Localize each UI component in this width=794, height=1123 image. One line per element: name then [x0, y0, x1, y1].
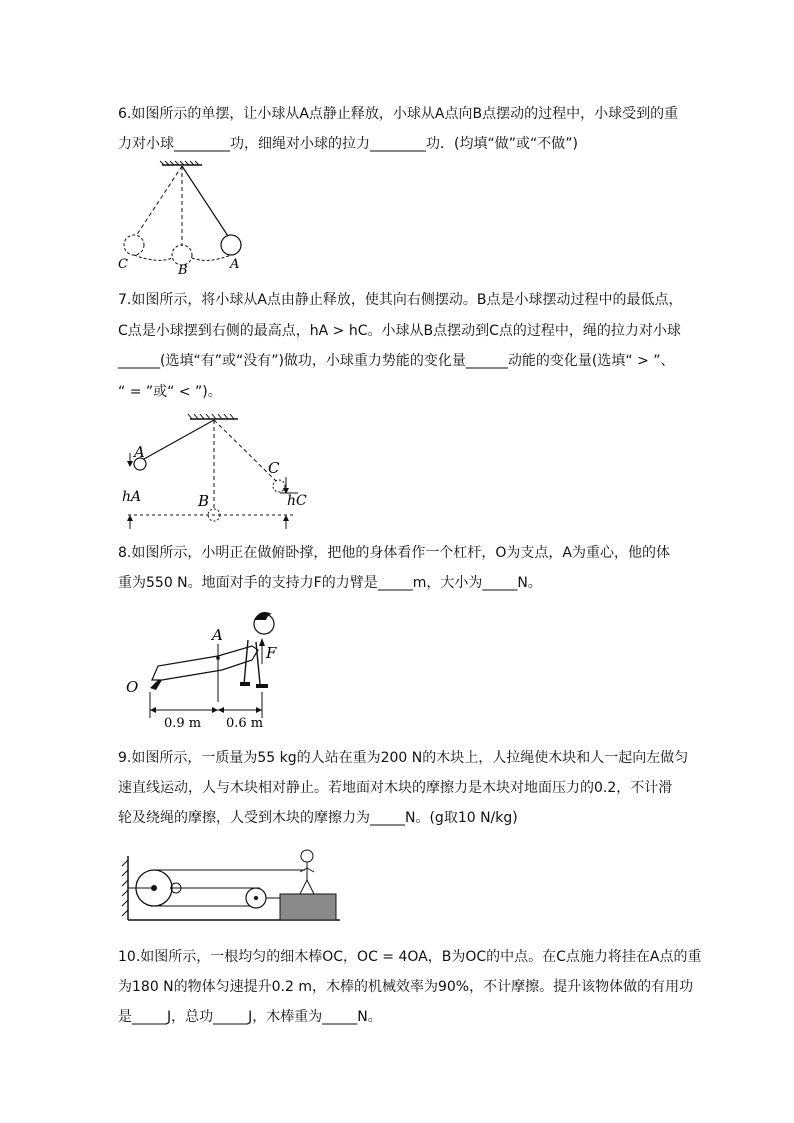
q10-line-3: 是_____J，总功_____J，木棒重为_____N。: [118, 1009, 382, 1025]
pulley-figure-q9: [120, 846, 345, 926]
q7-line-3: ______(选填“有”或“没有”)做功，小球重力势能的变化量______动能的变化量(选填“ > ”、: [118, 353, 675, 369]
q7-line-4: “ = ”或“ < ”)。: [118, 384, 222, 400]
q9-line-2: 速直线运动，人与木块相对静止。若地面对木块的摩擦力是木块对地面压力的0.2，不计滑: [118, 780, 673, 796]
q6-label-c: C: [118, 257, 128, 272]
q8-line-1: 8.如图所示，小明正在做俯卧撑，把他的身体看作一个杠杆，O为支点，A为重心，他的体: [118, 545, 670, 561]
q8-dim-2: 0.6 m: [226, 716, 264, 730]
pendulum-figure-q6: [112, 160, 252, 275]
q7-label-b: B: [198, 492, 210, 510]
q7-label-a: A: [134, 443, 145, 461]
q7-line-2: C点是小球摆到右侧的最高点，hA > hC。小球从B点摆动到C点的过程中，绳的拉力对小球: [118, 323, 681, 339]
q7-label-ha: hA: [122, 489, 142, 505]
q7-label-hc: hC: [287, 493, 307, 509]
q6-line-1: 6.如图所示的单摆，让小球从A点静止释放，小球从A点向B点摆动的过程中，小球受到的重: [118, 106, 679, 122]
q6-line-2: 力对小球________功，细绳对小球的拉力________功．(均填“做”或“不做”): [118, 136, 578, 152]
q8-label-o: O: [126, 678, 139, 696]
q10-line-1: 10.如图所示，一根均匀的细木棒OC，OC = 4OA，B为OC的中点。在C点施力将挂在A点的重: [118, 949, 702, 965]
q9-line-3: 轮及绕绳的摩擦，人受到木块的摩擦力为_____N。(g取10 N/kg): [118, 810, 518, 826]
q8-label-f: F: [266, 644, 277, 662]
pendulum-figure-q7: [118, 405, 308, 530]
q6-label-b: B: [178, 263, 188, 275]
q8-dim-1: 0.9 m: [164, 716, 202, 730]
q8-line-2: 重为550 N。地面对手的支持力F的力臂是_____m，大小为_____N。: [118, 575, 542, 591]
q9-line-1: 9.如图所示，一质量为55 kg的人站在重为200 N的木块上，人拉绳使木块和人一起向左做匀: [118, 750, 689, 766]
q6-label-a: A: [230, 257, 240, 272]
q7-label-c: C: [268, 459, 280, 477]
q10-line-2: 为180 N的物体匀速提升0.2 m，木棒的机械效率为90%，不计摩擦。提升该物体做的有用功: [118, 979, 694, 995]
q8-label-a: A: [212, 626, 223, 644]
pushup-figure-q8: [122, 600, 292, 730]
q7-line-1: 7.如图所示，将小球从A点由静止释放，使其向右侧摆动。B点是小球摆动过程中的最低点，: [118, 292, 683, 308]
